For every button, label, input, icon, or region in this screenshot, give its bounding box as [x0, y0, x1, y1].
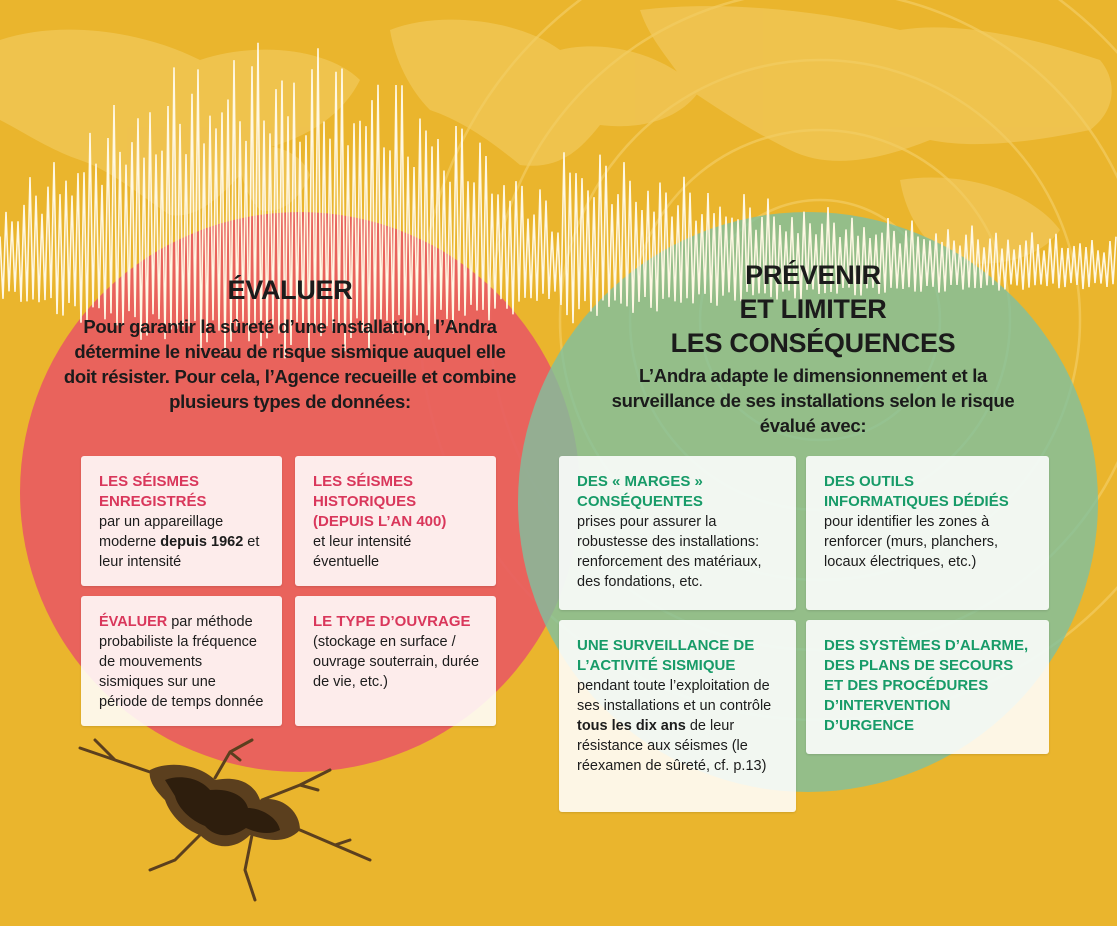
card-type-ouvrage: [295, 596, 496, 726]
title-line: PRÉVENIR: [745, 260, 881, 290]
card-title: UNE SURVEILLANCE DE L’ACTIVITÉ SISMIQUE: [577, 637, 755, 674]
card-text: et leur intensité éventuelle: [313, 534, 412, 570]
card-systemes-alarme: [806, 620, 1049, 754]
title-line: ET LIMITER: [739, 294, 887, 324]
card-title: DES « MARGES » CONSÉQUENTES: [577, 473, 703, 510]
card-text: de leur résistance aux séismes (le réexamen de sûreté, cf. p.13): [577, 718, 767, 774]
card-text: par méthode probabiliste la fréquence de mouvements sismiques sur une période de temps donnée: [99, 614, 264, 710]
card-surveillance-sismique: [559, 620, 796, 812]
card-text: prises pour assurer la robustesse des installations: renforcement des matériaux, des fondations, etc.: [577, 514, 762, 590]
card-seismes-enregistres: [81, 456, 282, 586]
card-title: DES OUTILS INFORMATIQUES DÉDIÉS: [824, 473, 1009, 510]
card-evaluer-probabiliste: [81, 596, 282, 726]
world-map: [0, 6, 1112, 264]
prevenir-title: [603, 258, 1023, 360]
prevenir-intro: L’Andra adapte le dimensionnement et la surveillance de ses installations selon le risque évalué avec:: [611, 365, 1015, 436]
card-text: pendant toute l’exploitation de ses installations et un contrôle: [577, 678, 772, 714]
card-title: LES SÉISMES HISTORIQUES (DEPUIS L’AN 400): [313, 473, 447, 530]
card-seismes-historiques: [295, 456, 496, 586]
evaluer-intro: Pour garantir la sûreté d’une installation, l’Andra détermine le niveau de risque sismique auquel elle doit résister. Pour cela, l’Agence recueille et combine plusieurs types de données:: [63, 316, 517, 412]
card-text: par un appareillage moderne: [99, 514, 224, 550]
card-text-bold: tous les dix ans: [577, 718, 686, 734]
card-title: ÉVALUER: [99, 614, 168, 630]
card-text: pour identifier les zones à renforcer (murs, planchers, locaux électriques, etc.): [824, 514, 999, 570]
card-title: LES SÉISMES ENREGISTRÉS: [99, 473, 207, 510]
card-text: (stockage en surface / ouvrage souterrain, durée de vie, etc.): [313, 634, 480, 690]
card-text: et leur intensité: [99, 534, 260, 570]
card-text-bold: depuis 1962: [160, 534, 244, 550]
card-title: DES SYSTÈMES D’ALARME, DES PLANS DE SECOURS ET DES PROCÉDURES D’INTERVENTION D’URGENCE: [824, 637, 1029, 734]
title-line: LES CONSÉQUENCES: [670, 328, 956, 358]
card-title: LE TYPE D’OUVRAGE: [313, 613, 471, 630]
card-outils-informatiques: [806, 456, 1049, 610]
evaluer-title: ÉVALUER: [227, 275, 353, 305]
card-marges-consequentes: [559, 456, 796, 610]
